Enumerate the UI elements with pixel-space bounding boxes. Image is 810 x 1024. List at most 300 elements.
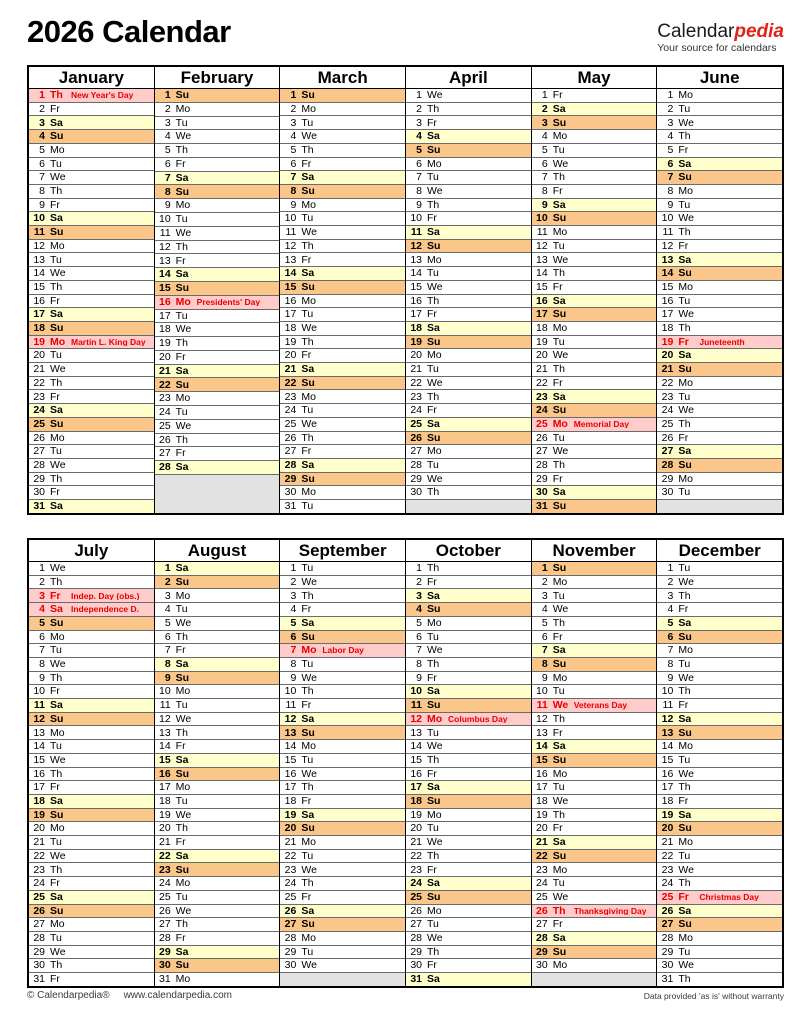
- weekday-label: Mo: [427, 616, 442, 629]
- weekday-label: We: [678, 308, 694, 321]
- day-row: [155, 918, 280, 932]
- weekday-label: Th: [678, 973, 691, 986]
- day-row: [406, 199, 531, 213]
- day-row: [406, 726, 531, 740]
- day-number: 5: [39, 143, 45, 156]
- weekday-label: Fr: [175, 932, 186, 945]
- month-header: February: [155, 67, 280, 89]
- day-row: [532, 486, 657, 500]
- day-row: [280, 576, 405, 590]
- weekday-label: We: [552, 445, 569, 458]
- day-row: [155, 672, 280, 686]
- day-row: [29, 617, 154, 631]
- day-row: [657, 103, 782, 117]
- weekday-label: Mo: [427, 808, 442, 821]
- weekday-label: We: [552, 795, 569, 808]
- day-row: [155, 254, 280, 268]
- day-row: [29, 500, 154, 513]
- day-row: [280, 377, 405, 391]
- day-row: [29, 459, 154, 473]
- weekday-label: Sa: [552, 486, 566, 499]
- weekday-label: Tu: [427, 267, 439, 280]
- weekday-label: Th: [301, 877, 314, 890]
- holiday-label: Labor Day: [322, 646, 364, 655]
- day-number: 7: [164, 644, 171, 657]
- day-row: [29, 240, 154, 254]
- weekday-label: Su: [678, 630, 692, 643]
- weekday-label: Mo: [50, 918, 65, 931]
- day-row: [406, 959, 531, 973]
- day-number: 16: [158, 295, 171, 308]
- day-number: 9: [290, 198, 297, 211]
- day-number: 11: [410, 699, 423, 712]
- copyright-text: © Calendarpedia®: [27, 990, 110, 1001]
- weekday-label: Mo: [50, 630, 65, 643]
- day-number: 9: [667, 198, 674, 211]
- day-row: [29, 473, 154, 487]
- weekday-label: Th: [552, 459, 565, 472]
- day-row: [280, 445, 405, 459]
- day-number: 22: [410, 849, 423, 862]
- weekday-label: Mo: [427, 445, 442, 458]
- day-row: [155, 461, 280, 475]
- day-row: [532, 144, 657, 158]
- weekday-label: Fr: [301, 795, 312, 808]
- weekday-label: Tu: [175, 890, 188, 903]
- day-number: 2: [667, 575, 674, 588]
- day-row: [532, 795, 657, 809]
- weekday-label: Mo: [678, 472, 693, 485]
- weekday-label: Th: [678, 322, 691, 335]
- weekday-label: Th: [678, 685, 691, 698]
- day-row: [532, 631, 657, 645]
- day-row: [155, 726, 280, 740]
- weekday-label: Fr: [552, 918, 563, 931]
- day-number: 14: [158, 740, 171, 753]
- day-number: 12: [33, 712, 45, 725]
- day-row: [29, 836, 154, 850]
- day-number: 4: [290, 130, 297, 143]
- day-number: 17: [661, 781, 674, 794]
- weekday-label: Su: [301, 185, 315, 198]
- weekday-label: We: [552, 349, 569, 362]
- weekday-label: Tu: [552, 877, 565, 890]
- day-number: 29: [661, 472, 674, 485]
- day-row: [29, 226, 154, 240]
- day-row: [406, 781, 531, 795]
- weekday-label: Th: [301, 143, 314, 156]
- weekday-label: Tu: [175, 603, 188, 616]
- weekday-label: Tu: [678, 753, 691, 766]
- day-row: [29, 185, 154, 199]
- holiday-label: Independence D.: [71, 605, 140, 614]
- weekday-label: Tu: [301, 116, 314, 129]
- weekday-label: Fr: [427, 767, 437, 780]
- weekday-label: Su: [301, 822, 315, 835]
- day-row: [532, 946, 657, 960]
- day-number: 21: [410, 363, 423, 376]
- day-row: [155, 891, 280, 905]
- day-row: [29, 158, 154, 172]
- weekday-label: Fr: [301, 157, 312, 170]
- weekday-label: Mo: [175, 781, 191, 794]
- weekday-label: Mo: [678, 376, 693, 389]
- day-number: 18: [661, 322, 674, 335]
- day-number: 4: [416, 603, 423, 616]
- day-number: 29: [536, 472, 548, 485]
- weekday-label: Sa: [552, 198, 566, 211]
- day-number: 2: [416, 102, 423, 115]
- day-number: 4: [290, 603, 297, 616]
- day-number: 22: [158, 378, 171, 391]
- day-number: 17: [33, 308, 45, 321]
- day-number: 2: [290, 102, 297, 115]
- day-row: [29, 116, 154, 130]
- weekday-label: Su: [678, 363, 692, 376]
- day-number: 27: [536, 445, 548, 458]
- day-number: 23: [661, 863, 674, 876]
- day-number: 27: [661, 918, 674, 931]
- weekday-label: We: [175, 808, 192, 821]
- day-row: [155, 685, 280, 699]
- day-row: [155, 199, 280, 213]
- day-number: 18: [536, 322, 548, 335]
- weekday-label: Tu: [678, 390, 691, 403]
- day-number: 14: [410, 267, 423, 280]
- day-row: [406, 809, 531, 823]
- day-row: [406, 253, 531, 267]
- day-row: [406, 103, 531, 117]
- day-number: 5: [416, 143, 423, 156]
- day-number: 16: [410, 767, 423, 780]
- weekday-label: Fr: [427, 116, 437, 129]
- day-number: 19: [284, 808, 297, 821]
- calendarpedia-logo[interactable]: [657, 22, 784, 54]
- weekday-label: Mo: [678, 932, 693, 945]
- weekday-label: We: [175, 904, 192, 917]
- weekday-label: We: [301, 671, 317, 684]
- weekday-label: Mo: [678, 280, 693, 293]
- day-number: 15: [536, 280, 548, 293]
- weekday-label: We: [301, 863, 317, 876]
- weekday-label: We: [50, 945, 66, 958]
- weekday-label: Mo: [301, 486, 316, 499]
- day-number: 15: [410, 280, 423, 293]
- weekday-label: Th: [175, 630, 188, 643]
- weekday-label: Su: [552, 212, 567, 225]
- holiday-label: Christmas Day: [699, 892, 759, 902]
- weekday-label: Sa: [175, 562, 189, 575]
- weekday-label: Mo: [301, 390, 316, 403]
- weekday-label: Su: [427, 603, 441, 616]
- day-number: 11: [662, 699, 674, 712]
- weekday-label: Tu: [427, 918, 439, 931]
- day-number: 28: [410, 459, 423, 472]
- day-row: [406, 644, 531, 658]
- day-row: [657, 390, 782, 404]
- day-row: [29, 404, 154, 418]
- day-row: [406, 905, 531, 919]
- weekday-label: We: [50, 171, 66, 184]
- day-row: [29, 576, 154, 590]
- day-number: 22: [536, 376, 548, 389]
- weekday-label: Fr: [50, 973, 60, 986]
- weekday-label: Tu: [301, 308, 314, 321]
- day-row: [155, 631, 280, 645]
- day-number: 17: [661, 308, 674, 321]
- day-number: 13: [410, 726, 423, 739]
- weekday-label: Sa: [678, 712, 692, 725]
- day-row: [532, 281, 657, 295]
- day-number: 13: [33, 253, 45, 266]
- day-number: 9: [541, 671, 548, 684]
- weekday-label: Sa: [301, 363, 315, 376]
- weekday-label: Th: [552, 267, 565, 280]
- weekday-label: Sa: [301, 171, 315, 184]
- day-number: 24: [33, 877, 45, 890]
- day-row: [532, 418, 657, 432]
- day-row: [155, 959, 280, 973]
- day-row: [657, 685, 782, 699]
- day-number: 16: [661, 767, 674, 780]
- weekday-label: Fr: [301, 699, 312, 712]
- weekday-label: Mo: [678, 185, 693, 198]
- weekday-label: Mo: [552, 767, 568, 780]
- day-number: 8: [164, 658, 171, 671]
- day-number: 9: [164, 671, 171, 684]
- weekday-label: Su: [678, 459, 692, 472]
- day-row: [532, 576, 657, 590]
- day-number: 20: [410, 822, 423, 835]
- day-number: 30: [410, 486, 423, 499]
- day-row: [406, 589, 531, 603]
- day-number: 26: [33, 431, 45, 444]
- day-number: 13: [33, 726, 45, 739]
- day-row: [29, 658, 154, 672]
- day-number: 8: [667, 658, 674, 671]
- weekday-label: Sa: [427, 322, 440, 335]
- day-number: 11: [33, 699, 45, 712]
- day-row: [155, 337, 280, 351]
- weekday-label: Mo: [175, 392, 191, 405]
- day-row: [155, 699, 280, 713]
- day-number: 11: [662, 226, 674, 239]
- day-number: 18: [284, 795, 297, 808]
- day-number: 5: [541, 143, 548, 156]
- weekday-label: Fr: [427, 212, 437, 225]
- day-number: 18: [284, 322, 297, 335]
- day-row: [155, 713, 280, 727]
- weekday-label: Tu: [175, 309, 188, 322]
- day-row: [532, 377, 657, 391]
- day-number: 3: [416, 116, 423, 129]
- day-number: 13: [661, 253, 674, 266]
- weekday-label: Fr: [301, 603, 312, 616]
- day-number: 11: [410, 226, 423, 239]
- day-row: [657, 281, 782, 295]
- day-row: [280, 877, 405, 891]
- day-number: 9: [667, 671, 674, 684]
- day-number: 7: [164, 171, 171, 184]
- day-row: [532, 603, 657, 617]
- month-column-october: [406, 540, 532, 986]
- day-number: 20: [33, 822, 45, 835]
- website-link[interactable]: www.calendarpedia.com: [123, 990, 232, 1001]
- day-number: 23: [284, 863, 297, 876]
- day-number: 4: [541, 130, 548, 143]
- weekday-label: Sa: [427, 589, 440, 602]
- day-number: 22: [284, 849, 297, 862]
- day-row: [657, 432, 782, 446]
- weekday-label: Mo: [552, 130, 568, 143]
- day-number: 26: [284, 431, 297, 444]
- day-row: [155, 973, 280, 986]
- day-number: 19: [661, 808, 674, 821]
- day-number: 6: [164, 158, 171, 171]
- day-number: 7: [667, 171, 674, 184]
- weekday-label: Mo: [175, 685, 191, 698]
- day-number: 7: [290, 171, 297, 184]
- day-row: [657, 836, 782, 850]
- month-header: November: [532, 540, 657, 562]
- day-number: 21: [158, 364, 171, 377]
- weekday-label: Mo: [678, 740, 693, 753]
- weekday-label: Su: [175, 282, 190, 295]
- weekday-label: Fr: [678, 890, 689, 903]
- day-row: [29, 445, 154, 459]
- day-row: [657, 891, 782, 905]
- weekday-label: Sa: [301, 712, 315, 725]
- weekday-label: Tu: [50, 740, 62, 753]
- day-row: [406, 226, 531, 240]
- weekday-label: Su: [427, 890, 441, 903]
- day-number: 21: [661, 836, 674, 849]
- weekday-label: Sa: [175, 658, 189, 671]
- day-row: [280, 932, 405, 946]
- weekday-label: Su: [427, 795, 441, 808]
- day-row: [406, 130, 531, 144]
- day-number: 14: [284, 740, 297, 753]
- weekday-label: Fr: [50, 685, 60, 698]
- weekday-label: Mo: [50, 335, 66, 348]
- weekday-label: Sa: [678, 445, 692, 458]
- empty-cell: [155, 475, 280, 488]
- day-row: [406, 267, 531, 281]
- weekday-label: We: [427, 836, 443, 849]
- day-row: [406, 932, 531, 946]
- weekday-label: Sa: [301, 904, 315, 917]
- day-row: [406, 699, 531, 713]
- day-number: 6: [39, 157, 45, 170]
- day-row: [657, 295, 782, 309]
- day-row: [29, 768, 154, 782]
- weekday-label: Su: [552, 500, 567, 513]
- weekday-label: Tu: [301, 404, 314, 417]
- day-row: [532, 240, 657, 254]
- day-row: [29, 781, 154, 795]
- day-number: 20: [284, 822, 297, 835]
- day-number: 4: [416, 130, 423, 143]
- weekday-label: Su: [301, 89, 315, 102]
- day-number: 12: [284, 239, 297, 252]
- day-row: [280, 295, 405, 309]
- day-number: 23: [661, 390, 674, 403]
- day-number: 24: [410, 877, 423, 890]
- weekday-label: Mo: [175, 295, 191, 308]
- day-row: [657, 185, 782, 199]
- day-number: 7: [290, 644, 297, 657]
- day-row: [657, 404, 782, 418]
- weekday-label: Su: [427, 143, 441, 156]
- day-number: 21: [158, 836, 171, 849]
- day-row: [532, 390, 657, 404]
- holiday-label: Martin L. King Day: [71, 337, 146, 347]
- day-row: [155, 447, 280, 461]
- day-row: [29, 809, 154, 823]
- weekday-label: We: [552, 603, 569, 616]
- day-row: [657, 576, 782, 590]
- day-row: [406, 891, 531, 905]
- day-number: 24: [536, 404, 548, 417]
- month-column-march: [280, 67, 406, 513]
- day-number: 22: [410, 376, 423, 389]
- day-number: 15: [284, 280, 297, 293]
- day-row: [532, 308, 657, 322]
- weekday-label: Su: [552, 116, 567, 129]
- weekday-label: Th: [175, 433, 188, 446]
- weekday-label: Tu: [427, 363, 439, 376]
- day-row: [29, 795, 154, 809]
- day-row: [406, 754, 531, 768]
- day-number: 21: [536, 363, 548, 376]
- weekday-label: Fr: [427, 671, 437, 684]
- weekday-label: Th: [678, 877, 691, 890]
- day-number: 24: [661, 404, 674, 417]
- day-row: [155, 130, 280, 144]
- weekday-label: We: [175, 419, 192, 432]
- day-number: 3: [39, 589, 45, 602]
- day-row: [29, 171, 154, 185]
- day-number: 23: [410, 863, 423, 876]
- day-row: [155, 905, 280, 919]
- day-number: 17: [284, 308, 297, 321]
- day-row: [29, 103, 154, 117]
- weekday-label: Tu: [427, 726, 439, 739]
- day-row: [406, 685, 531, 699]
- weekday-label: Th: [50, 863, 63, 876]
- day-row: [532, 658, 657, 672]
- day-row: [155, 576, 280, 590]
- logo-text-black: Calendar: [657, 21, 735, 42]
- weekday-label: Su: [427, 431, 441, 444]
- day-number: 5: [667, 616, 674, 629]
- weekday-label: We: [552, 699, 569, 712]
- day-number: 30: [158, 959, 171, 972]
- weekday-label: Tu: [678, 849, 691, 862]
- day-number: 1: [164, 89, 171, 102]
- day-number: 6: [416, 630, 423, 643]
- holiday-label: Columbus Day: [448, 714, 508, 724]
- disclaimer-text: Data provided 'as is' without warranty: [643, 991, 784, 1001]
- month-header: May: [532, 67, 657, 89]
- day-number: 15: [536, 753, 548, 766]
- day-number: 26: [661, 431, 674, 444]
- weekday-label: Fr: [175, 350, 186, 363]
- day-number: 10: [158, 213, 171, 226]
- weekday-label: Tu: [427, 171, 439, 184]
- day-number: 1: [541, 562, 548, 575]
- day-number: 29: [284, 472, 297, 485]
